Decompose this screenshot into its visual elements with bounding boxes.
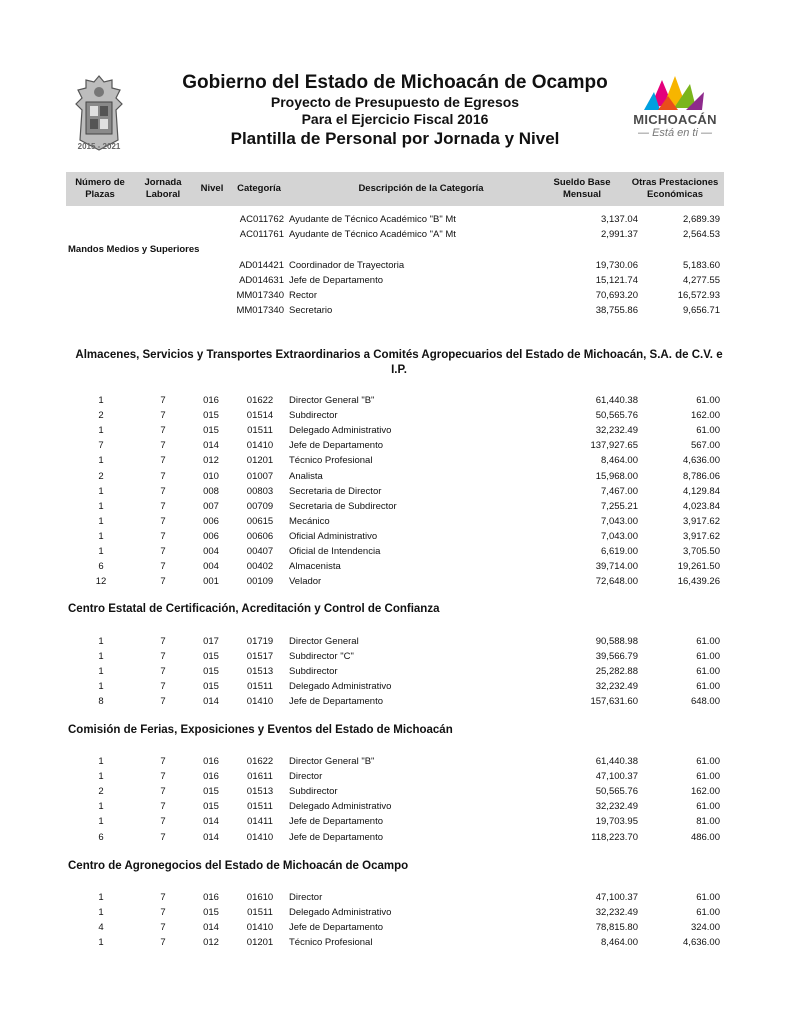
cell-descripcion: Mecánico bbox=[289, 515, 330, 527]
cell-descripcion: Jefe de Departamento bbox=[289, 816, 384, 828]
cell-jornada: 7 bbox=[160, 636, 166, 647]
table-row bbox=[0, 649, 791, 664]
cell-plazas: 8 bbox=[98, 696, 104, 708]
cell-jornada: 7 bbox=[160, 410, 166, 422]
cell-plazas: 1 bbox=[98, 801, 104, 813]
cell-sueldo: 157,631.60 bbox=[590, 696, 638, 708]
cell-categoria: 00615 bbox=[246, 515, 274, 527]
table-row bbox=[0, 273, 791, 288]
cell-categoria: MM017340 bbox=[236, 305, 284, 316]
cell-sueldo: 47,100.37 bbox=[595, 771, 638, 783]
cell-descripcion: Delegado Administrativo bbox=[289, 681, 392, 693]
cell-nivel: 015 bbox=[203, 801, 219, 813]
cell-categoria: 01514 bbox=[246, 410, 274, 422]
cell-sueldo: 15,121.74 bbox=[595, 275, 638, 286]
cell-nivel: 014 bbox=[203, 696, 219, 708]
cell-descripcion: Rector bbox=[289, 290, 317, 301]
cell-nivel: 015 bbox=[203, 666, 219, 678]
cell-sueldo: 15,968.00 bbox=[595, 470, 638, 482]
cell-descripcion: Jefe de Departamento bbox=[289, 831, 384, 843]
cell-otras: 486.00 bbox=[690, 831, 720, 843]
cell-categoria: 01410 bbox=[246, 440, 274, 452]
cell-jornada: 7 bbox=[160, 892, 166, 903]
table-row bbox=[0, 529, 791, 544]
cell-plazas: 1 bbox=[98, 666, 104, 678]
cell-nivel: 015 bbox=[203, 410, 219, 422]
cell-sueldo: 70,693.20 bbox=[595, 290, 638, 301]
cell-categoria: 01511 bbox=[247, 907, 273, 919]
cell-plazas: 7 bbox=[98, 440, 104, 452]
col-otras: Otras Prestaciones Económicas bbox=[631, 177, 719, 200]
table-row bbox=[0, 469, 791, 484]
cell-otras: 2,689.39 bbox=[683, 214, 720, 225]
cell-categoria: 00109 bbox=[246, 576, 274, 588]
page-subtitle-3: Plantilla de Personal por Jornada y Nivel bbox=[230, 129, 560, 148]
cell-plazas: 2 bbox=[98, 470, 104, 482]
cell-descripcion: Jefe de Departamento bbox=[289, 440, 384, 452]
section-title: Almacenes, Servicios y Transportes Extraordinarios a Comités Agropecuarios del Estado de Michoacán, S.A. de C.V. e I.P. bbox=[75, 349, 723, 376]
table-row bbox=[0, 393, 791, 408]
table-row bbox=[0, 905, 791, 920]
cell-otras: 8,786.06 bbox=[683, 470, 720, 482]
cell-otras: 61.00 bbox=[696, 651, 720, 663]
cell-descripcion: Jefe de Departamento bbox=[289, 275, 384, 286]
cell-nivel: 012 bbox=[203, 455, 219, 467]
cell-sueldo: 19,730.06 bbox=[595, 260, 638, 271]
cell-jornada: 7 bbox=[160, 771, 166, 783]
table-row bbox=[0, 694, 791, 709]
cell-otras: 61.00 bbox=[696, 892, 720, 903]
table-row bbox=[0, 935, 791, 950]
table-row bbox=[0, 514, 791, 529]
table-row bbox=[0, 769, 791, 784]
cell-nivel: 016 bbox=[203, 395, 219, 406]
cell-nivel: 004 bbox=[203, 546, 219, 557]
cell-otras: 9,656.71 bbox=[683, 305, 720, 316]
cell-descripcion: Delegado Administrativo bbox=[289, 801, 392, 813]
cell-plazas: 1 bbox=[98, 892, 104, 903]
cell-sueldo: 137,927.65 bbox=[590, 440, 638, 452]
cell-categoria: 01622 bbox=[246, 395, 274, 406]
cell-jornada: 7 bbox=[160, 546, 166, 557]
cell-plazas: 1 bbox=[98, 771, 104, 783]
cell-descripcion: Ayudante de Técnico Académico "B" Mt bbox=[289, 214, 456, 225]
cell-plazas: 1 bbox=[98, 425, 104, 437]
cell-otras: 61.00 bbox=[696, 681, 720, 693]
cell-jornada: 7 bbox=[160, 561, 166, 573]
table-row bbox=[0, 814, 791, 829]
cell-descripcion: Coordinador de Trayectoria bbox=[289, 260, 405, 271]
cell-jornada: 7 bbox=[160, 576, 166, 588]
section-title: Centro de Agronegocios del Estado de Michoacán de Ocampo bbox=[68, 860, 409, 872]
cell-categoria: 01007 bbox=[246, 470, 274, 482]
cell-otras: 567.00 bbox=[690, 440, 720, 452]
subsection-mandos: Mandos Medios y Superiores bbox=[68, 244, 200, 255]
cell-nivel: 014 bbox=[203, 816, 219, 828]
cell-jornada: 7 bbox=[160, 696, 166, 708]
cell-jornada: 7 bbox=[160, 485, 166, 497]
cell-descripcion: Secretaria de Subdirector bbox=[289, 500, 397, 512]
cell-categoria: 01513 bbox=[246, 786, 274, 798]
cell-categoria: AC011761 bbox=[239, 229, 284, 240]
cell-nivel: 015 bbox=[203, 651, 219, 663]
cell-categoria: 01410 bbox=[246, 696, 274, 708]
cell-otras: 3,705.50 bbox=[683, 546, 720, 557]
cell-sueldo: 7,467.00 bbox=[601, 485, 638, 497]
cell-sueldo: 61,440.38 bbox=[595, 395, 638, 406]
cell-descripcion: Secretaria de Director bbox=[289, 485, 382, 497]
cell-sueldo: 78,815.80 bbox=[595, 922, 638, 934]
cell-categoria: 01513 bbox=[246, 666, 274, 678]
cell-plazas: 6 bbox=[98, 831, 104, 843]
cell-otras: 162.00 bbox=[690, 786, 720, 798]
cell-sueldo: 39,714.00 bbox=[595, 561, 638, 573]
table-header bbox=[66, 172, 724, 206]
cell-plazas: 1 bbox=[98, 681, 104, 693]
cell-otras: 61.00 bbox=[696, 425, 720, 437]
page-subtitle-1: Proyecto de Presupuesto de Egresos bbox=[270, 94, 520, 110]
cell-categoria: 01611 bbox=[247, 771, 273, 783]
table-row bbox=[0, 920, 791, 935]
cell-nivel: 008 bbox=[203, 485, 219, 497]
cell-nivel: 016 bbox=[203, 756, 219, 767]
col-nivel: Nivel bbox=[200, 183, 224, 194]
cell-categoria: AC011762 bbox=[239, 214, 284, 225]
cell-otras: 2,564.53 bbox=[683, 229, 720, 240]
cell-descripcion: Técnico Profesional bbox=[289, 937, 373, 949]
cell-sueldo: 50,565.76 bbox=[595, 786, 638, 798]
cell-descripcion: Almacenista bbox=[289, 561, 341, 573]
cell-jornada: 7 bbox=[160, 801, 166, 813]
table-row bbox=[0, 499, 791, 514]
cell-sueldo: 38,755.86 bbox=[595, 305, 638, 316]
cell-otras: 4,636.00 bbox=[683, 455, 720, 467]
cell-nivel: 015 bbox=[203, 907, 219, 919]
logo-name: MICHOACÁN bbox=[633, 112, 717, 127]
cell-sueldo: 50,565.76 bbox=[595, 410, 638, 422]
col-jornada: Jornada Laboral bbox=[144, 177, 182, 200]
cell-sueldo: 32,232.49 bbox=[595, 681, 638, 693]
table-row bbox=[0, 679, 791, 694]
cell-plazas: 1 bbox=[98, 455, 104, 467]
cell-plazas: 1 bbox=[98, 756, 104, 767]
cell-categoria: 01411 bbox=[247, 816, 273, 828]
table-row bbox=[0, 890, 791, 905]
col-descripcion: Descripción de la Categoría bbox=[358, 183, 484, 194]
title-block bbox=[140, 72, 650, 149]
cell-plazas: 1 bbox=[98, 530, 104, 542]
cell-sueldo: 32,232.49 bbox=[595, 907, 638, 919]
cell-descripcion: Jefe de Departamento bbox=[289, 696, 384, 708]
table-row bbox=[0, 303, 791, 318]
cell-categoria: 01610 bbox=[246, 892, 274, 903]
cell-categoria: 01511 bbox=[247, 425, 273, 437]
cell-nivel: 006 bbox=[203, 530, 219, 542]
cell-categoria: 01201 bbox=[246, 455, 274, 467]
table-row bbox=[0, 634, 791, 649]
cell-otras: 4,636.00 bbox=[683, 937, 720, 949]
cell-sueldo: 61,440.38 bbox=[595, 756, 638, 767]
cell-nivel: 015 bbox=[203, 786, 219, 798]
cell-otras: 61.00 bbox=[696, 636, 720, 647]
cell-descripcion: Oficial de Intendencia bbox=[289, 546, 381, 557]
cell-jornada: 7 bbox=[160, 515, 166, 527]
cell-categoria: 00803 bbox=[246, 485, 274, 497]
cell-plazas: 1 bbox=[98, 636, 104, 647]
cell-otras: 16,439.26 bbox=[677, 576, 720, 588]
col-plazas: Número de Plazas bbox=[75, 177, 125, 200]
cell-otras: 19,261.50 bbox=[677, 561, 720, 573]
cell-categoria: AD014421 bbox=[239, 260, 284, 271]
cell-otras: 3,917.62 bbox=[683, 530, 720, 542]
cell-nivel: 004 bbox=[203, 561, 219, 573]
cell-sueldo: 6,619.00 bbox=[601, 546, 638, 557]
cell-nivel: 016 bbox=[203, 771, 219, 783]
seal-years: 2015 - 2021 bbox=[77, 142, 121, 151]
cell-sueldo: 19,703.95 bbox=[595, 816, 638, 828]
cell-jornada: 7 bbox=[160, 666, 166, 678]
cell-categoria: 01622 bbox=[246, 756, 274, 767]
cell-sueldo: 90,588.98 bbox=[595, 636, 638, 647]
cell-plazas: 1 bbox=[98, 500, 104, 512]
cell-otras: 16,572.93 bbox=[677, 290, 720, 301]
table-row bbox=[0, 799, 791, 814]
cell-otras: 324.00 bbox=[690, 922, 720, 934]
cell-categoria: 00402 bbox=[246, 561, 274, 573]
cell-plazas: 1 bbox=[98, 816, 104, 828]
cell-categoria: MM017340 bbox=[236, 290, 284, 301]
table-row bbox=[0, 258, 791, 273]
cell-nivel: 012 bbox=[203, 937, 219, 949]
cell-descripcion: Jefe de Departamento bbox=[289, 922, 384, 934]
section-title: Centro Estatal de Certificación, Acreditación y Control de Confianza bbox=[68, 603, 440, 615]
table-row bbox=[0, 288, 791, 303]
cell-jornada: 7 bbox=[160, 530, 166, 542]
table-row bbox=[0, 544, 791, 559]
cell-categoria: 00407 bbox=[246, 546, 274, 557]
cell-categoria: 01410 bbox=[246, 831, 274, 843]
cell-nivel: 014 bbox=[203, 831, 219, 843]
cell-sueldo: 8,464.00 bbox=[601, 937, 638, 949]
table-row bbox=[0, 830, 791, 845]
cell-descripcion: Director bbox=[289, 892, 323, 903]
cell-nivel: 015 bbox=[203, 425, 219, 437]
cell-plazas: 2 bbox=[98, 410, 104, 422]
cell-otras: 61.00 bbox=[696, 771, 720, 783]
cell-sueldo: 32,232.49 bbox=[595, 425, 638, 437]
cell-plazas: 1 bbox=[98, 937, 104, 949]
cell-plazas: 2 bbox=[98, 786, 104, 798]
cell-plazas: 1 bbox=[98, 651, 104, 663]
cell-otras: 81.00 bbox=[696, 816, 720, 828]
cell-descripcion: Delegado Administrativo bbox=[289, 907, 392, 919]
cell-jornada: 7 bbox=[160, 816, 166, 828]
cell-nivel: 001 bbox=[203, 576, 219, 588]
cell-descripcion: Subdirector "C" bbox=[289, 651, 354, 663]
cell-jornada: 7 bbox=[160, 440, 166, 452]
cell-plazas: 1 bbox=[98, 546, 104, 557]
table-row bbox=[0, 453, 791, 468]
cell-otras: 4,277.55 bbox=[683, 275, 720, 286]
cell-jornada: 7 bbox=[160, 786, 166, 798]
cell-jornada: 7 bbox=[160, 681, 166, 693]
cell-jornada: 7 bbox=[160, 937, 166, 949]
cell-categoria: 00606 bbox=[246, 530, 274, 542]
cell-descripcion: Director General "B" bbox=[289, 395, 375, 406]
table-row bbox=[0, 484, 791, 499]
cell-descripcion: Director General bbox=[289, 636, 359, 647]
cell-otras: 4,129.84 bbox=[683, 485, 720, 497]
cell-plazas: 12 bbox=[95, 576, 107, 588]
cell-categoria: 01511 bbox=[247, 801, 273, 813]
table-row bbox=[0, 574, 791, 589]
cell-nivel: 014 bbox=[203, 922, 219, 934]
cell-plazas: 1 bbox=[98, 515, 104, 527]
cell-nivel: 015 bbox=[203, 681, 219, 693]
cell-sueldo: 3,137.04 bbox=[601, 214, 638, 225]
table-row bbox=[0, 664, 791, 679]
table-row bbox=[0, 227, 791, 242]
page-subtitle-2: Para el Ejercicio Fiscal 2016 bbox=[301, 111, 489, 127]
cell-descripcion: Subdirector bbox=[289, 410, 338, 422]
cell-nivel: 006 bbox=[203, 515, 219, 527]
cell-nivel: 010 bbox=[203, 470, 219, 482]
cell-otras: 61.00 bbox=[696, 666, 720, 678]
page-header bbox=[0, 0, 791, 170]
cell-plazas: 1 bbox=[98, 907, 104, 919]
cell-nivel: 016 bbox=[203, 892, 219, 903]
cell-jornada: 7 bbox=[160, 831, 166, 843]
cell-jornada: 7 bbox=[160, 455, 166, 467]
cell-categoria: 00709 bbox=[246, 500, 274, 512]
cell-sueldo: 7,043.00 bbox=[601, 515, 638, 527]
cell-otras: 61.00 bbox=[696, 907, 720, 919]
cell-descripcion: Director General "B" bbox=[289, 756, 375, 767]
table-row bbox=[0, 423, 791, 438]
cell-jornada: 7 bbox=[160, 470, 166, 482]
cell-sueldo: 2,991.37 bbox=[601, 229, 638, 240]
cell-jornada: 7 bbox=[160, 500, 166, 512]
cell-categoria: 01511 bbox=[247, 681, 273, 693]
cell-sueldo: 7,255.21 bbox=[601, 500, 638, 512]
cell-descripcion: Secretario bbox=[289, 305, 333, 316]
page-title: Gobierno del Estado de Michoacán de Ocampo bbox=[182, 72, 608, 93]
cell-otras: 3,917.62 bbox=[683, 515, 720, 527]
cell-jornada: 7 bbox=[160, 395, 166, 406]
cell-descripcion: Analista bbox=[289, 470, 323, 482]
cell-categoria: 01719 bbox=[246, 636, 274, 647]
cell-sueldo: 118,223.70 bbox=[591, 831, 638, 843]
cell-otras: 61.00 bbox=[696, 801, 720, 813]
cell-otras: 61.00 bbox=[696, 756, 720, 767]
table-row bbox=[0, 559, 791, 574]
table-row bbox=[0, 408, 791, 423]
cell-categoria: AD014631 bbox=[239, 275, 284, 286]
cell-jornada: 7 bbox=[160, 922, 166, 934]
table-row bbox=[0, 754, 791, 769]
cell-jornada: 7 bbox=[160, 756, 166, 767]
cell-sueldo: 8,464.00 bbox=[601, 455, 638, 467]
col-sueldo: Sueldo Base Mensual bbox=[553, 177, 611, 200]
cell-plazas: 1 bbox=[98, 485, 104, 497]
cell-categoria: 01201 bbox=[246, 937, 274, 949]
cell-sueldo: 32,232.49 bbox=[595, 801, 638, 813]
cell-plazas: 4 bbox=[98, 922, 104, 934]
logo-slogan: — Está en ti — bbox=[638, 127, 712, 139]
cell-jornada: 7 bbox=[160, 907, 166, 919]
cell-descripcion: Oficial Administrativo bbox=[289, 530, 378, 542]
table-row bbox=[0, 212, 791, 227]
cell-otras: 4,023.84 bbox=[683, 500, 720, 512]
cell-plazas: 6 bbox=[98, 561, 104, 573]
cell-descripcion: Velador bbox=[289, 576, 322, 588]
col-categoria: Categoría bbox=[237, 183, 281, 194]
cell-sueldo: 47,100.37 bbox=[595, 892, 638, 903]
cell-descripcion: Subdirector bbox=[289, 786, 338, 798]
cell-categoria: 01517 bbox=[246, 651, 274, 663]
cell-otras: 162.00 bbox=[690, 410, 720, 422]
cell-sueldo: 72,648.00 bbox=[595, 576, 638, 588]
cell-otras: 5,183.60 bbox=[683, 260, 720, 271]
cell-nivel: 017 bbox=[203, 636, 219, 647]
cell-descripcion: Director bbox=[289, 771, 323, 783]
cell-sueldo: 39,566.79 bbox=[595, 651, 638, 663]
table-row bbox=[0, 784, 791, 799]
cell-nivel: 007 bbox=[203, 500, 219, 512]
cell-descripcion: Técnico Profesional bbox=[289, 455, 373, 467]
cell-descripcion: Ayudante de Técnico Académico "A" Mt bbox=[289, 229, 456, 240]
cell-nivel: 014 bbox=[203, 440, 219, 452]
cell-sueldo: 7,043.00 bbox=[601, 530, 638, 542]
cell-plazas: 1 bbox=[98, 395, 104, 406]
cell-descripcion: Delegado Administrativo bbox=[289, 425, 392, 437]
cell-categoria: 01410 bbox=[246, 922, 274, 934]
cell-jornada: 7 bbox=[160, 425, 166, 437]
cell-jornada: 7 bbox=[160, 651, 166, 663]
cell-sueldo: 25,282.88 bbox=[595, 666, 638, 678]
section-title: Comisión de Ferias, Exposiciones y Eventos del Estado de Michoacán bbox=[68, 724, 453, 736]
cell-otras: 648.00 bbox=[690, 696, 720, 708]
table-row bbox=[0, 438, 791, 453]
cell-descripcion: Subdirector bbox=[289, 666, 338, 678]
cell-otras: 61.00 bbox=[696, 395, 720, 406]
